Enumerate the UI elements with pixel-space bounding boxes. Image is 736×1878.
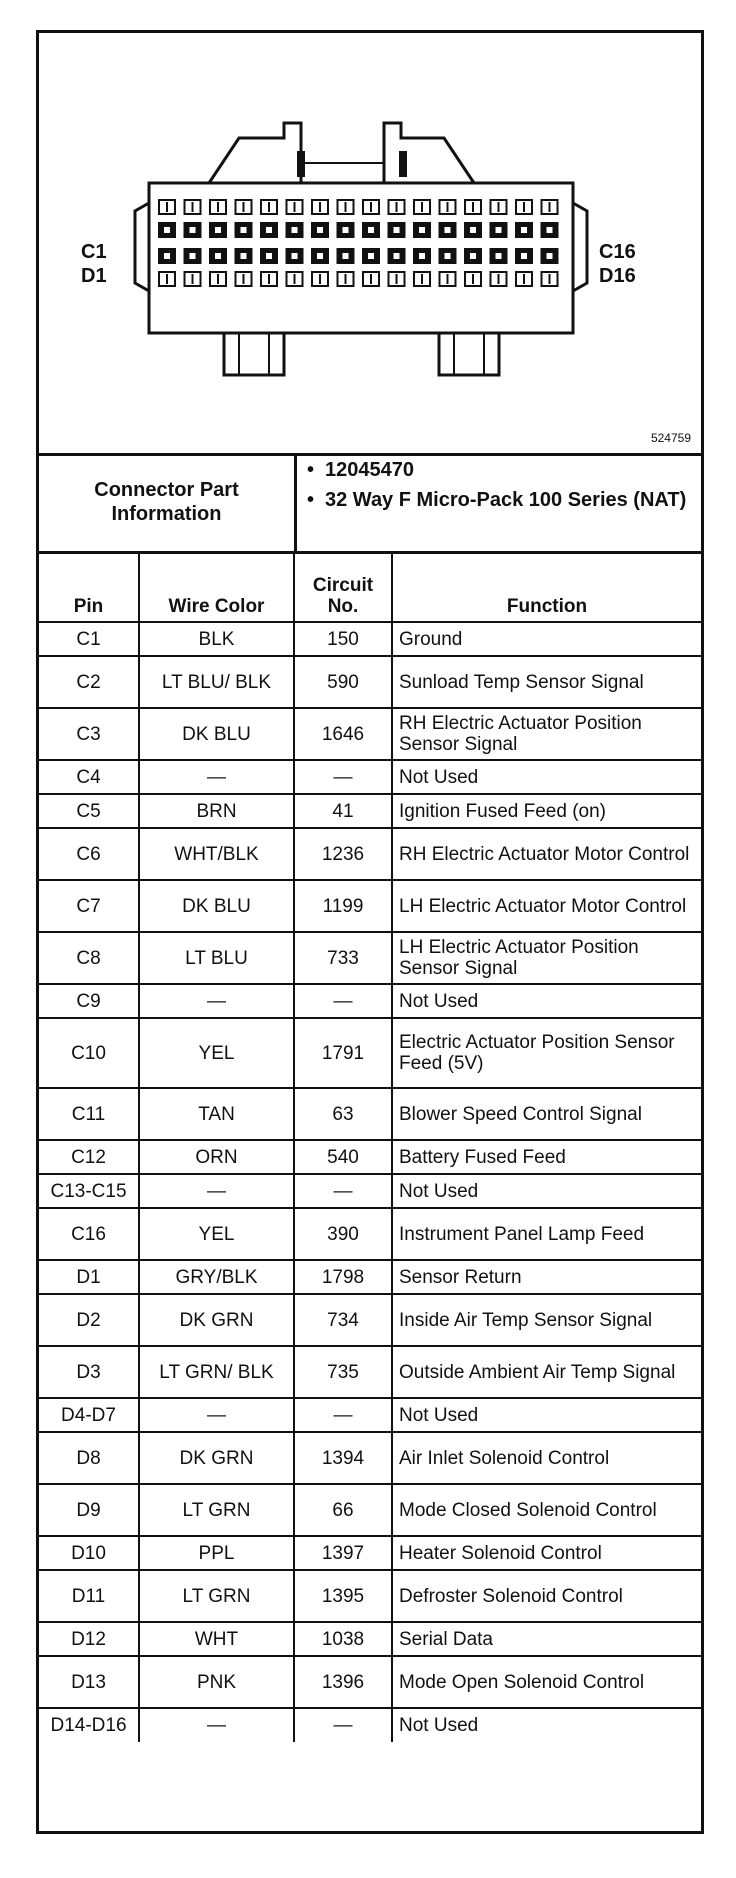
circuit-cell: 1038 [294, 1622, 392, 1656]
circuit-cell: 735 [294, 1346, 392, 1398]
table-row [39, 1174, 701, 1208]
pin-cell: C13-C15 [39, 1174, 139, 1208]
pin-cell: D4-D7 [39, 1398, 139, 1432]
pin-cell: C2 [39, 656, 139, 708]
pin-cell: D11 [39, 1570, 139, 1622]
wire-color-cell: PNK [139, 1656, 294, 1708]
table-row [39, 656, 701, 708]
wire-color-cell: LT BLU [139, 932, 294, 984]
function-cell: Not Used [392, 1708, 701, 1742]
circuit-cell: 150 [294, 622, 392, 656]
pin-label-d1: D1 [81, 265, 107, 287]
cavity-terminal [343, 253, 349, 259]
function-cell: Electric Actuator Position Sensor Feed (5V) [392, 1018, 701, 1088]
connector-info-label: Connector Part Information [39, 453, 297, 551]
table-row [39, 1708, 701, 1742]
pin-label-c16: C16 [599, 241, 636, 263]
cavity-terminal [496, 253, 502, 259]
wire-color-cell: DK BLU [139, 880, 294, 932]
function-cell: Instrument Panel Lamp Feed [392, 1208, 701, 1260]
pin-cell: C7 [39, 880, 139, 932]
cavity-terminal [445, 253, 451, 259]
cavity-terminal [190, 227, 196, 233]
cavity-terminal [164, 253, 170, 259]
function-cell: Not Used [392, 1398, 701, 1432]
wire-color-cell: DK BLU [139, 708, 294, 760]
table-row [39, 1346, 701, 1398]
circuit-cell: 1791 [294, 1018, 392, 1088]
pin-label-d16: D16 [599, 265, 636, 287]
table-row [39, 1140, 701, 1174]
connector-description: • 32 Way F Micro-Pack 100 Series (NAT) [307, 489, 697, 511]
cavity-terminal [470, 253, 476, 259]
cavity-terminal [215, 227, 221, 233]
table-row [39, 880, 701, 932]
pin-cell: C9 [39, 984, 139, 1018]
cavity-terminal [547, 227, 553, 233]
wire-color-cell: TAN [139, 1088, 294, 1140]
wire-color-cell: — [139, 760, 294, 794]
wire-color-cell: — [139, 1398, 294, 1432]
wire-color-cell: DK GRN [139, 1294, 294, 1346]
pin-cell: D13 [39, 1656, 139, 1708]
function-cell: RH Electric Actuator Position Sensor Signal [392, 708, 701, 760]
table-row [39, 1656, 701, 1708]
table-row [39, 1088, 701, 1140]
pin-cell: C6 [39, 828, 139, 880]
cavity-terminal [241, 227, 247, 233]
cavity-terminal [292, 227, 298, 233]
wire-color-cell: BRN [139, 794, 294, 828]
function-cell: Ground [392, 622, 701, 656]
connector-info [39, 453, 701, 554]
pin-cell: D8 [39, 1432, 139, 1484]
circuit-cell: 590 [294, 656, 392, 708]
cavity-terminal [368, 253, 374, 259]
wire-color-cell: — [139, 1708, 294, 1742]
table-row [39, 794, 701, 828]
pin-cell: D1 [39, 1260, 139, 1294]
function-cell: Blower Speed Control Signal [392, 1088, 701, 1140]
cavity-terminal [394, 253, 400, 259]
cavity-terminal [190, 253, 196, 259]
wire-color-cell: WHT [139, 1622, 294, 1656]
table-row [39, 1622, 701, 1656]
connector-info-details [297, 459, 697, 511]
pin-cell: C16 [39, 1208, 139, 1260]
circuit-cell: 1199 [294, 880, 392, 932]
table-row [39, 1484, 701, 1536]
wire-color-cell: ORN [139, 1140, 294, 1174]
cavity-terminal [164, 227, 170, 233]
circuit-cell: 1646 [294, 708, 392, 760]
table-row [39, 1398, 701, 1432]
table-row [39, 1294, 701, 1346]
function-cell: Not Used [392, 760, 701, 794]
wire-color-cell: LT GRN [139, 1484, 294, 1536]
function-cell: LH Electric Actuator Position Sensor Signal [392, 932, 701, 984]
connector-diagram [39, 33, 701, 456]
cavity-terminal [215, 253, 221, 259]
function-cell: Serial Data [392, 1622, 701, 1656]
cavity-terminal [292, 253, 298, 259]
cavity-terminal [394, 227, 400, 233]
col-header-circuit: Circuit No. [294, 551, 392, 622]
wire-color-cell: DK GRN [139, 1432, 294, 1484]
col-header-function: Function [392, 551, 701, 622]
part-number: • 12045470 [307, 459, 697, 481]
circuit-cell: — [294, 1708, 392, 1742]
pin-cell: C4 [39, 760, 139, 794]
pin-cell: C8 [39, 932, 139, 984]
function-cell: Defroster Solenoid Control [392, 1570, 701, 1622]
function-cell: Heater Solenoid Control [392, 1536, 701, 1570]
wire-color-cell: — [139, 1174, 294, 1208]
function-cell: RH Electric Actuator Motor Control [392, 828, 701, 880]
table-row [39, 984, 701, 1018]
circuit-cell: 1394 [294, 1432, 392, 1484]
circuit-cell: 63 [294, 1088, 392, 1140]
cavity-terminal [241, 253, 247, 259]
table-row [39, 932, 701, 984]
circuit-cell: 390 [294, 1208, 392, 1260]
function-cell: Inside Air Temp Sensor Signal [392, 1294, 701, 1346]
wire-color-cell: BLK [139, 622, 294, 656]
cavity-terminal [266, 227, 272, 233]
pinout-table [39, 551, 701, 1742]
cavity-terminal [317, 227, 323, 233]
cavity-terminal [368, 227, 374, 233]
circuit-cell: 1236 [294, 828, 392, 880]
wire-color-cell: — [139, 984, 294, 1018]
pin-cell: D14-D16 [39, 1708, 139, 1742]
function-cell: Mode Open Solenoid Control [392, 1656, 701, 1708]
table-row [39, 622, 701, 656]
circuit-cell: 41 [294, 794, 392, 828]
pin-label-c1: C1 [81, 241, 107, 263]
table-row [39, 708, 701, 760]
connector-sheet [36, 30, 704, 1834]
wire-color-cell: LT BLU/ BLK [139, 656, 294, 708]
cavity-terminal [419, 227, 425, 233]
circuit-cell: 733 [294, 932, 392, 984]
cavity-terminal [266, 253, 272, 259]
wire-color-cell: LT GRN/ BLK [139, 1346, 294, 1398]
cavity-terminal [419, 253, 425, 259]
function-cell: LH Electric Actuator Motor Control [392, 880, 701, 932]
function-cell: Not Used [392, 984, 701, 1018]
circuit-cell: 1798 [294, 1260, 392, 1294]
table-row [39, 1536, 701, 1570]
function-cell: Battery Fused Feed [392, 1140, 701, 1174]
pin-cell: C5 [39, 794, 139, 828]
wire-color-cell: WHT/BLK [139, 828, 294, 880]
table-row [39, 1260, 701, 1294]
pin-cavities [159, 200, 558, 286]
table-row [39, 828, 701, 880]
table-row [39, 1018, 701, 1088]
wire-color-cell: GRY/BLK [139, 1260, 294, 1294]
cavity-terminal [496, 227, 502, 233]
circuit-cell: 540 [294, 1140, 392, 1174]
function-cell: Air Inlet Solenoid Control [392, 1432, 701, 1484]
circuit-cell: 1395 [294, 1570, 392, 1622]
table-row [39, 760, 701, 794]
circuit-cell: 734 [294, 1294, 392, 1346]
pin-cell: D10 [39, 1536, 139, 1570]
pin-cell: C12 [39, 1140, 139, 1174]
pin-cell: D9 [39, 1484, 139, 1536]
table-header-row [39, 551, 701, 622]
circuit-cell: 66 [294, 1484, 392, 1536]
circuit-cell: 1396 [294, 1656, 392, 1708]
function-cell: Mode Closed Solenoid Control [392, 1484, 701, 1536]
cavity-terminal [317, 253, 323, 259]
pin-cell: D2 [39, 1294, 139, 1346]
wire-color-cell: YEL [139, 1018, 294, 1088]
table-row [39, 1570, 701, 1622]
table-row [39, 1432, 701, 1484]
table-row [39, 1208, 701, 1260]
cavity-terminal [470, 227, 476, 233]
circuit-cell: — [294, 1174, 392, 1208]
circuit-cell: — [294, 760, 392, 794]
function-cell: Not Used [392, 1174, 701, 1208]
wire-color-cell: LT GRN [139, 1570, 294, 1622]
col-header-wire-color: Wire Color [139, 551, 294, 622]
pin-cell: C3 [39, 708, 139, 760]
circuit-cell: — [294, 1398, 392, 1432]
wire-color-cell: YEL [139, 1208, 294, 1260]
pin-cell: D3 [39, 1346, 139, 1398]
circuit-cell: — [294, 984, 392, 1018]
col-header-pin: Pin [39, 551, 139, 622]
cavity-terminal [343, 227, 349, 233]
pin-cell: C1 [39, 622, 139, 656]
cavity-terminal [521, 253, 527, 259]
function-cell: Sensor Return [392, 1260, 701, 1294]
cavity-terminal [445, 227, 451, 233]
figure-id: 524759 [650, 431, 691, 445]
function-cell: Ignition Fused Feed (on) [392, 794, 701, 828]
pin-cell: C11 [39, 1088, 139, 1140]
circuit-cell: 1397 [294, 1536, 392, 1570]
wire-color-cell: PPL [139, 1536, 294, 1570]
pin-cell: C10 [39, 1018, 139, 1088]
cavity-terminal [547, 253, 553, 259]
function-cell: Sunload Temp Sensor Signal [392, 656, 701, 708]
cavity-terminal [521, 227, 527, 233]
pin-cell: D12 [39, 1622, 139, 1656]
function-cell: Outside Ambient Air Temp Signal [392, 1346, 701, 1398]
